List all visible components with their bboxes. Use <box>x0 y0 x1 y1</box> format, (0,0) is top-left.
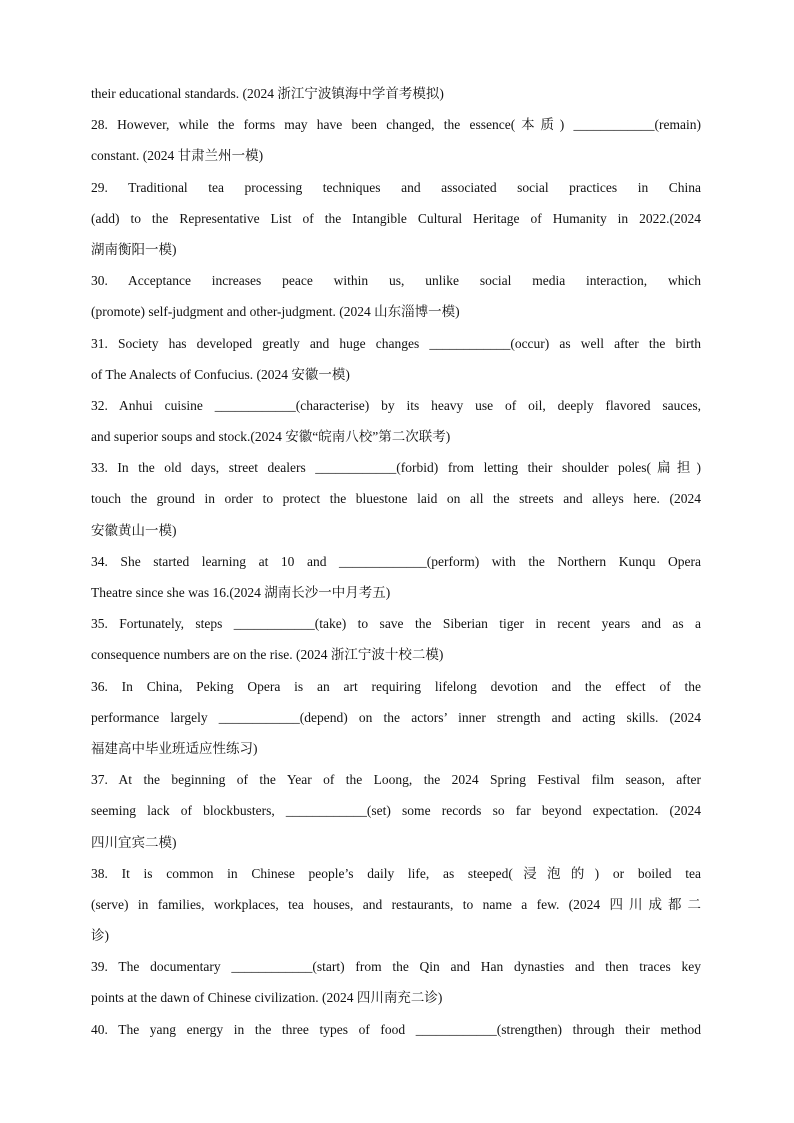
text-line: 37. At the beginning of the Year of the Loong, the 2024 Spring Festival film season, after <box>91 772 701 788</box>
text-line: 40. The yang energy in the three types of food ____________(strengthen) through their method <box>91 1021 701 1037</box>
text-line: 29. Traditional tea processing techniques and associated social practices in China <box>91 179 701 195</box>
text-line: 32. Anhui cuisine ____________(characterise) by its heavy use of oil, deeply flavored sauces, <box>91 397 701 413</box>
text-line: 福建高中毕业班适应性练习) <box>91 740 258 756</box>
text-line: Theatre since she was 16.(2024 湖南长沙一中月考五) <box>91 585 391 600</box>
text-line: 35. Fortunately, steps ____________(take) to save the Siberian tiger in recent years and as a <box>91 616 701 632</box>
text-line: 四川宜宾二模) <box>91 834 177 850</box>
text-line: (serve) in families, workplaces, tea houses, and restaurants, to name a few. (2024 四川成都二 <box>91 896 701 912</box>
text-line: 30. Acceptance increases peace within us, unlike social media interaction, which <box>91 273 701 289</box>
text-line: (add) to the Representative List of the Intangible Cultural Heritage of Humanity in 2022.(2024 <box>91 210 701 226</box>
text-line: seeming lack of blockbusters, ____________(set) some records so far beyond expectation. (2024 <box>91 803 701 819</box>
text-line: points at the dawn of Chinese civilization. (2024 四川南充二诊) <box>91 990 443 1006</box>
text-line: and superior soups and stock.(2024 安徽“皖南八校”第二次联考) <box>91 429 451 445</box>
text-line: touch the ground in order to protect the bluestone laid on all the streets and alleys here. (2024 <box>91 491 701 507</box>
document-page <box>91 78 701 1045</box>
text-line: 湖南衡阳一模) <box>91 241 177 257</box>
text-line: performance largely ____________(depend) on the actors’ inner strength and acting skills. (2024 <box>91 709 701 725</box>
text-line: 38. It is common in Chinese people’s daily life, as steeped(浸泡的) or boiled tea <box>91 865 701 881</box>
text-line: 31. Society has developed greatly and huge changes ____________(occur) as well after the birth <box>91 335 701 351</box>
text-line: 诊) <box>91 928 109 944</box>
text-line: 28. However, while the forms may have been changed, the essence(本质) ____________(remain) <box>91 117 701 133</box>
text-line: constant. (2024 甘肃兰州一模) <box>91 148 264 164</box>
text-line: 34. She started learning at 10 and _____________(perform) with the Northern Kunqu Opera <box>91 553 701 569</box>
text-line: 36. In China, Peking Opera is an art requiring lifelong devotion and the effect of the <box>91 678 701 694</box>
text-line: (promote) self-judgment and other-judgment. (2024 山东淄博一模) <box>91 304 460 320</box>
text-line: of The Analects of Confucius. (2024 安徽一模) <box>91 366 350 382</box>
text-line: 33. In the old days, street dealers ____________(forbid) from letting their shoulder poles(扁担) <box>91 460 701 476</box>
text-line: consequence numbers are on the rise. (2024 浙江宁波十校二模) <box>91 647 444 663</box>
text-line: 安徽黄山一模) <box>91 522 177 538</box>
text-line: their educational standards. (2024 浙江宁波镇海中学首考模拟) <box>91 86 444 101</box>
text-line: 39. The documentary ____________(start) from the Qin and Han dynasties and then traces key <box>91 959 701 975</box>
